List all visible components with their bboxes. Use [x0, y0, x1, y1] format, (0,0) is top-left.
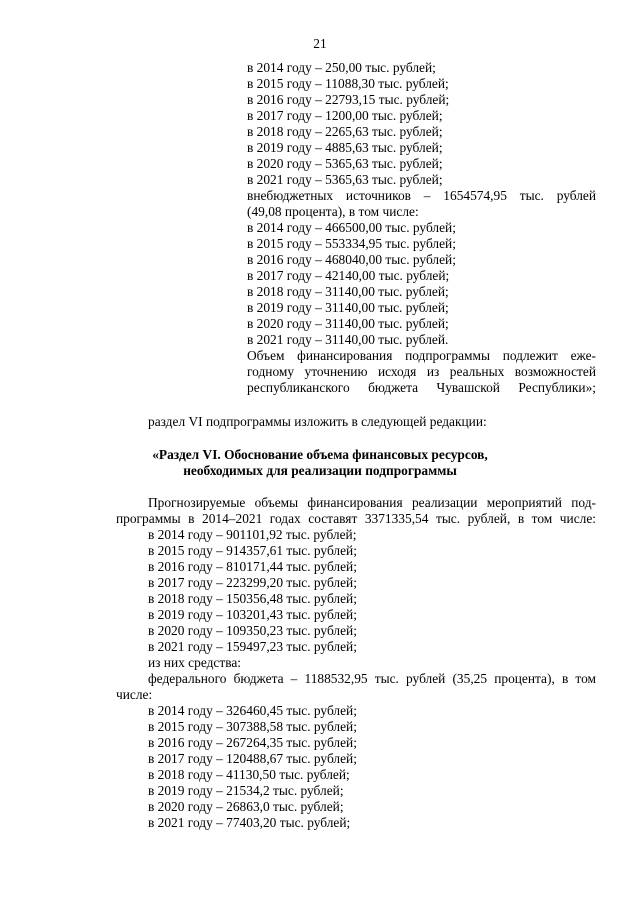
list-item: в 2014 году – 250,00 тыс. рублей; [247, 60, 436, 75]
forecast-list [148, 527, 596, 671]
list-item: в 2021 году – 77403,20 тыс. рублей; [148, 815, 351, 830]
list-item: в 2020 году – 26863,0 тыс. рублей; [148, 799, 344, 814]
list-item: в 2015 году – 914357,61 тыс. рублей; [148, 543, 357, 558]
forecast-line: Прогнозируемые объемы финансирования реализации мероприятий под- [148, 495, 596, 510]
list-item: в 2014 году – 466500,00 тыс. рублей; [247, 220, 456, 235]
heading-line: необходимых для реализации подпрограммы [183, 463, 457, 478]
list-item: в 2020 году – 109350,23 тыс. рублей; [148, 623, 357, 638]
forecast-line: программы в 2014–2021 годах составят 3371335,54 тыс. рублей, в том числе: [116, 511, 596, 526]
federal-list [148, 703, 596, 831]
federal-line: федерального бюджета – 1188532,95 тыс. рублей (35,25 процента), в том [148, 671, 596, 686]
list-item: в 2020 году – 5365,63 тыс. рублей; [247, 156, 443, 171]
section-intro-text: раздел VI подпрограммы изложить в следующей редакции: [148, 414, 487, 429]
funding-note-line: годному уточнению исходя из реальных возможностей [247, 364, 596, 379]
list-item: в 2016 году – 267264,35 тыс. рублей; [148, 735, 357, 750]
list-item: в 2015 году – 307388,58 тыс. рублей; [148, 719, 357, 734]
list-item: в 2021 году – 31140,00 тыс. рублей. [247, 332, 449, 347]
list-item: в 2019 году – 4885,63 тыс. рублей; [247, 140, 443, 155]
federal-line: числе: [116, 687, 153, 702]
list-item: в 2015 году – 553334,95 тыс. рублей; [247, 236, 456, 251]
list-item: в 2017 году – 1200,00 тыс. рублей; [247, 108, 443, 123]
list-item: в 2018 году – 31140,00 тыс. рублей; [247, 284, 449, 299]
funding-note-line: республиканского бюджета Чувашской Республики»; [247, 380, 596, 395]
federal-paragraph [116, 671, 596, 703]
section-intro [148, 414, 596, 430]
list-item: в 2019 году – 21534,2 тыс. рублей; [148, 783, 344, 798]
page-number: 21 [313, 36, 327, 51]
list-item: в 2018 году – 41130,50 тыс. рублей; [148, 767, 350, 782]
list-item: в 2017 году – 42140,00 тыс. рублей; [247, 268, 450, 283]
list-item: в 2021 году – 159497,23 тыс. рублей; [148, 639, 357, 654]
funding-note-line: Объем финансирования подпрограммы подлежит еже- [247, 348, 596, 363]
section-heading [0, 447, 640, 479]
list-item: в 2015 году – 11088,30 тыс. рублей; [247, 76, 449, 91]
list-item: в 2018 году – 2265,63 тыс. рублей; [247, 124, 443, 139]
list-item: в 2020 году – 31140,00 тыс. рублей; [247, 316, 449, 331]
list-item: в 2019 году – 103201,43 тыс. рублей; [148, 607, 357, 622]
list-item: в 2019 году – 31140,00 тыс. рублей; [247, 300, 449, 315]
of-which-label: из них средства: [148, 655, 242, 670]
extrabudget-line: внебюджетных источников – 1654574,95 тыс. рублей [247, 188, 596, 203]
list-item: в 2017 году – 223299,20 тыс. рублей; [148, 575, 357, 590]
heading-line: «Раздел VI. Обоснование объема финансовых ресурсов, [152, 447, 488, 462]
list-item: в 2016 году – 810171,44 тыс. рублей; [148, 559, 357, 574]
top-funding-block [247, 60, 596, 396]
list-item: в 2014 году – 326460,45 тыс. рублей; [148, 703, 357, 718]
list-item: в 2016 году – 22793,15 тыс. рублей; [247, 92, 450, 107]
extrabudget-line: (49,08 процента), в том числе: [247, 204, 419, 219]
list-item: в 2016 году – 468040,00 тыс. рублей; [247, 252, 456, 267]
forecast-paragraph [116, 495, 596, 527]
list-item: в 2021 году – 5365,63 тыс. рублей; [247, 172, 443, 187]
list-item: в 2018 году – 150356,48 тыс. рублей; [148, 591, 357, 606]
list-item: в 2014 году – 901101,92 тыс. рублей; [148, 527, 357, 542]
list-item: в 2017 году – 120488,67 тыс. рублей; [148, 751, 357, 766]
